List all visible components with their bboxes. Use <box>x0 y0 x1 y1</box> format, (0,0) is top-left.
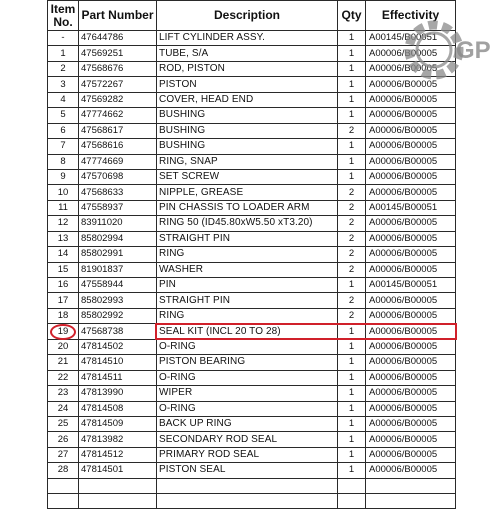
cell-item: 4 <box>48 92 79 107</box>
cell-part-number: 47568738 <box>79 324 157 339</box>
cell-qty: 1 <box>338 108 366 123</box>
cell-part-number: 47569251 <box>79 46 157 61</box>
header-item-no: Item No. <box>48 1 79 31</box>
cell-description: BUSHING <box>157 123 338 138</box>
cell-effectivity: A00006/B00005 <box>366 355 456 370</box>
table-row <box>48 370 456 385</box>
cell-description: O-RING <box>157 401 338 416</box>
table-row <box>48 154 456 169</box>
cell-part-number: 47644786 <box>79 31 157 46</box>
cell-effectivity: A00145/B00051 <box>366 278 456 293</box>
cell-part-number: 85802994 <box>79 231 157 246</box>
cell-effectivity: A00006/B00005 <box>366 154 456 169</box>
cell-description: SET SCREW <box>157 169 338 184</box>
table-row <box>48 293 456 308</box>
cell-qty: 1 <box>338 278 366 293</box>
cell-item: 6 <box>48 123 79 138</box>
cell-qty: 1 <box>338 447 366 462</box>
cell-effectivity: A00006/B00005 <box>366 92 456 107</box>
cell-part-number: 47814512 <box>79 447 157 462</box>
cell-effectivity: A00006/B00005 <box>366 262 456 277</box>
cell-part-number: 85802991 <box>79 247 157 262</box>
cell-item: 23 <box>48 386 79 401</box>
cell-part-number: 47814508 <box>79 401 157 416</box>
table-row <box>48 216 456 231</box>
cell-qty: 1 <box>338 324 366 339</box>
cell-part-number: 47814510 <box>79 355 157 370</box>
cell-part-number: 47568633 <box>79 185 157 200</box>
cell-description: RING <box>157 308 338 323</box>
cell-effectivity: A00006/B00005 <box>366 123 456 138</box>
cell-effectivity: A00006/B00005 <box>366 77 456 92</box>
cell-item: 17 <box>48 293 79 308</box>
cell-part-number: 47774669 <box>79 154 157 169</box>
empty-cell <box>48 478 79 493</box>
cell-description: LIFT CYLINDER ASSY. <box>157 31 338 46</box>
cell-part-number: 85802993 <box>79 293 157 308</box>
cell-description: WIPER <box>157 386 338 401</box>
cell-part-number: 47813982 <box>79 432 157 447</box>
cell-effectivity: A00006/B00005 <box>366 108 456 123</box>
cell-qty: 1 <box>338 416 366 431</box>
empty-cell <box>79 493 157 508</box>
cell-qty: 1 <box>338 139 366 154</box>
table-row <box>48 339 456 354</box>
cell-description: RING <box>157 247 338 262</box>
header-row <box>48 1 456 31</box>
table-row <box>48 46 456 61</box>
cell-part-number: 47572267 <box>79 77 157 92</box>
cell-part-number: 47814509 <box>79 416 157 431</box>
cell-item: 26 <box>48 432 79 447</box>
cell-effectivity: A00006/B00005 <box>366 293 456 308</box>
cell-description: PIN <box>157 278 338 293</box>
cell-qty: 2 <box>338 200 366 215</box>
cell-item: 16 <box>48 278 79 293</box>
table-body <box>48 31 456 509</box>
header-description: Description <box>157 1 338 31</box>
cell-part-number: 47814501 <box>79 463 157 478</box>
cell-item: 3 <box>48 77 79 92</box>
cell-item: 9 <box>48 169 79 184</box>
empty-cell <box>366 493 456 508</box>
cell-description: COVER, HEAD END <box>157 92 338 107</box>
table-row <box>48 77 456 92</box>
cell-item: 19 <box>48 324 79 339</box>
cell-part-number: 47774662 <box>79 108 157 123</box>
table-row <box>48 386 456 401</box>
empty-cell <box>338 493 366 508</box>
cell-effectivity: A00006/B00005 <box>366 216 456 231</box>
table-row <box>48 262 456 277</box>
cell-description: BACK UP RING <box>157 416 338 431</box>
table-row <box>48 463 456 478</box>
cell-effectivity: A00006/B00005 <box>366 61 456 76</box>
table-row <box>48 324 456 339</box>
cell-qty: 1 <box>338 339 366 354</box>
cell-qty: 1 <box>338 463 366 478</box>
table-row <box>48 92 456 107</box>
cell-effectivity: A00006/B00005 <box>366 370 456 385</box>
table-row <box>48 185 456 200</box>
cell-description: SECONDARY ROD SEAL <box>157 432 338 447</box>
cell-qty: 2 <box>338 262 366 277</box>
cell-item: 5 <box>48 108 79 123</box>
cell-effectivity: A00006/B00005 <box>366 139 456 154</box>
cell-qty: 1 <box>338 31 366 46</box>
table-row <box>48 447 456 462</box>
cell-effectivity: A00006/B00005 <box>366 386 456 401</box>
cell-effectivity: A00145/B00051 <box>366 200 456 215</box>
cell-item: 27 <box>48 447 79 462</box>
cell-part-number: 47558937 <box>79 200 157 215</box>
watermark-text: GP <box>456 37 491 64</box>
cell-qty: 1 <box>338 77 366 92</box>
cell-qty: 1 <box>338 370 366 385</box>
cell-part-number: 83911020 <box>79 216 157 231</box>
cell-part-number: 47568617 <box>79 123 157 138</box>
cell-qty: 2 <box>338 293 366 308</box>
cell-effectivity: A00145/B00051 <box>366 31 456 46</box>
cell-qty: 1 <box>338 401 366 416</box>
empty-cell <box>157 478 338 493</box>
empty-cell <box>157 493 338 508</box>
cell-effectivity: A00006/B00005 <box>366 324 456 339</box>
cell-description: STRAIGHT PIN <box>157 293 338 308</box>
cell-item: 20 <box>48 339 79 354</box>
cell-description: TUBE, S/A <box>157 46 338 61</box>
empty-cell <box>366 478 456 493</box>
cell-item: 14 <box>48 247 79 262</box>
cell-effectivity: A00006/B00005 <box>366 308 456 323</box>
cell-part-number: 47569282 <box>79 92 157 107</box>
cell-part-number: 85802992 <box>79 308 157 323</box>
cell-effectivity: A00006/B00005 <box>366 432 456 447</box>
cell-effectivity: A00006/B00005 <box>366 169 456 184</box>
cell-qty: 1 <box>338 355 366 370</box>
cell-item: 24 <box>48 401 79 416</box>
header-effectivity: Effectivity <box>366 1 456 31</box>
cell-part-number: 47814502 <box>79 339 157 354</box>
cell-description: STRAIGHT PIN <box>157 231 338 246</box>
cell-description: PISTON SEAL <box>157 463 338 478</box>
table-row <box>48 416 456 431</box>
empty-cell <box>338 478 366 493</box>
cell-qty: 1 <box>338 386 366 401</box>
cell-effectivity: A00006/B00005 <box>366 401 456 416</box>
cell-description: BUSHING <box>157 139 338 154</box>
table-row <box>48 278 456 293</box>
cell-qty: 2 <box>338 247 366 262</box>
cell-item: 15 <box>48 262 79 277</box>
header-part-number: Part Number <box>79 1 157 31</box>
cell-item: 25 <box>48 416 79 431</box>
table-row <box>48 61 456 76</box>
cell-qty: 1 <box>338 61 366 76</box>
cell-part-number: 81901837 <box>79 262 157 277</box>
cell-effectivity: A00006/B00005 <box>366 231 456 246</box>
cell-item: 8 <box>48 154 79 169</box>
parts-table <box>47 0 456 509</box>
cell-item: 28 <box>48 463 79 478</box>
cell-item: 18 <box>48 308 79 323</box>
table-row <box>48 169 456 184</box>
cell-description: RING, SNAP <box>157 154 338 169</box>
parts-list-sheet <box>47 0 455 500</box>
cell-qty: 1 <box>338 432 366 447</box>
cell-description: PISTON <box>157 77 338 92</box>
table-row <box>48 31 456 46</box>
cell-qty: 2 <box>338 308 366 323</box>
cell-part-number: 47568676 <box>79 61 157 76</box>
cell-item: 7 <box>48 139 79 154</box>
cell-qty: 1 <box>338 46 366 61</box>
empty-cell <box>79 478 157 493</box>
cell-item: 21 <box>48 355 79 370</box>
empty-cell <box>48 493 79 508</box>
cell-qty: 1 <box>338 92 366 107</box>
header-qty: Qty <box>338 1 366 31</box>
cell-item: 2 <box>48 61 79 76</box>
cell-qty: 2 <box>338 231 366 246</box>
table-row <box>48 308 456 323</box>
cell-effectivity: A00006/B00005 <box>366 447 456 462</box>
table-row <box>48 432 456 447</box>
cell-item: - <box>48 31 79 46</box>
cell-qty: 2 <box>338 123 366 138</box>
empty-row <box>48 493 456 508</box>
cell-effectivity: A00006/B00005 <box>366 247 456 262</box>
cell-effectivity: A00006/B00005 <box>366 339 456 354</box>
cell-item: 13 <box>48 231 79 246</box>
cell-effectivity: A00006/B00005 <box>366 185 456 200</box>
cell-description: NIPPLE, GREASE <box>157 185 338 200</box>
table-row <box>48 231 456 246</box>
cell-effectivity: A00006/B00005 <box>366 416 456 431</box>
cell-part-number: 47814511 <box>79 370 157 385</box>
cell-item: 12 <box>48 216 79 231</box>
cell-part-number: 47558944 <box>79 278 157 293</box>
cell-description: SEAL KIT (INCL 20 TO 28) <box>157 324 338 339</box>
table-row <box>48 401 456 416</box>
cell-qty: 1 <box>338 154 366 169</box>
table-header <box>48 1 456 31</box>
cell-item: 10 <box>48 185 79 200</box>
cell-item: 1 <box>48 46 79 61</box>
cell-qty: 1 <box>338 169 366 184</box>
cell-qty: 2 <box>338 185 366 200</box>
cell-description: RING 50 (ID45.80xW5.50 xT3.20) <box>157 216 338 231</box>
cell-item: 11 <box>48 200 79 215</box>
cell-effectivity: A00006/B00005 <box>366 463 456 478</box>
cell-part-number: 47568616 <box>79 139 157 154</box>
cell-description: O-RING <box>157 339 338 354</box>
cell-part-number: 47570698 <box>79 169 157 184</box>
cell-description: PRIMARY ROD SEAL <box>157 447 338 462</box>
table-row <box>48 247 456 262</box>
table-row <box>48 200 456 215</box>
cell-effectivity: A00006/B00005 <box>366 46 456 61</box>
cell-description: PISTON BEARING <box>157 355 338 370</box>
cell-description: ROD, PISTON <box>157 61 338 76</box>
empty-row <box>48 478 456 493</box>
cell-part-number: 47813990 <box>79 386 157 401</box>
cell-description: BUSHING <box>157 108 338 123</box>
cell-description: WASHER <box>157 262 338 277</box>
cell-item: 22 <box>48 370 79 385</box>
cell-qty: 2 <box>338 216 366 231</box>
table-row <box>48 355 456 370</box>
cell-description: PIN CHASSIS TO LOADER ARM <box>157 200 338 215</box>
table-row <box>48 139 456 154</box>
cell-description: O-RING <box>157 370 338 385</box>
table-row <box>48 108 456 123</box>
table-row <box>48 123 456 138</box>
